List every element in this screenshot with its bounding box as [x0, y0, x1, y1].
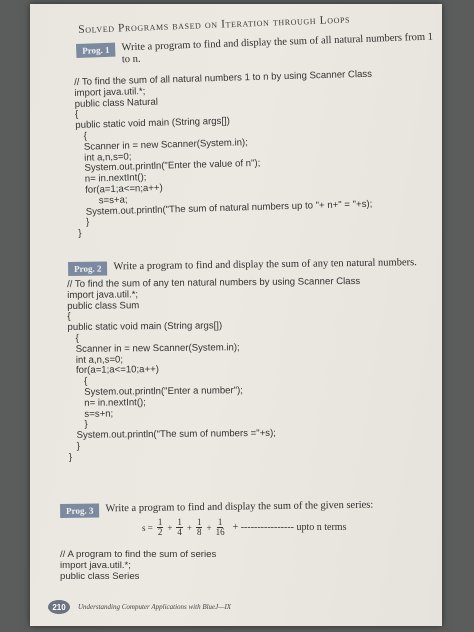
prog-1-title: Write a program to find and display the sum of all natural numbers from 1 to n.	[121, 31, 434, 66]
prog-1-code: // To find the sum of all natural numbers 1 to n by using Scanner Class import java.util.*; public class Natural { public static void main (String args[]) { Scanner in = new Scanner(System.in); int a,n,s=0; System.out.println("Enter the value of n"); n= in.nextInt(); for(a=1;a<=n;a++) s=s+a; System.out.println("The sum of natural numbers up to "+ n+" = "+s); } }	[73, 68, 373, 240]
prog-3-header	[60, 499, 435, 518]
page-number: 210	[48, 600, 70, 614]
series-lhs: s =	[142, 522, 153, 533]
series-tail: + ---------------- upto n terms	[232, 522, 347, 533]
series-fraction: $\frac{1}{4}$	[177, 517, 182, 537]
plus-sign: +	[167, 522, 173, 533]
prog-3-title: Write a program to find and display the sum of the given series:	[105, 499, 374, 515]
prog-3-code: // A program to find the sum of series import java.util.*; public class Series	[60, 549, 217, 582]
prog-1-badge: Prog. 1	[76, 43, 116, 58]
plus-sign: +	[206, 522, 212, 533]
footer-text: Understanding Computer Applications with BlueJ—IX	[78, 603, 232, 611]
series-fraction: $\frac{1}{16}$	[215, 517, 225, 537]
prog-2-header	[68, 257, 438, 276]
prog-2-badge: Prog. 2	[68, 261, 108, 276]
prog-3-badge: Prog. 3	[60, 503, 100, 518]
series-formula	[142, 518, 346, 537]
prog-2-title: Write a program to find and display the sum of any ten natural numbers.	[113, 257, 417, 273]
series-fraction: $\frac{1}{2}$	[157, 517, 163, 537]
series-fraction: $\frac{1}{8}$	[196, 517, 202, 537]
prog-2-code: // To find the sum of any ten natural numbers by using Scanner Class import java.util.*; public class Sum { public static void main (String args[]) { Scanner in = new Scanner(System.in); int a,n,s=0; for(a=1;a<=10;a++) { System.out.println("Enter a number"); n= in.nextInt(); s=s+n; } System.out.println("The sum of numbers ="+s); } }	[66, 275, 361, 463]
book-page	[30, 4, 442, 626]
page-footer	[48, 600, 231, 614]
plus-sign: +	[186, 522, 192, 533]
section-heading: Solved Programs based on Iteration through Loops	[78, 13, 351, 36]
prog-1-header	[76, 31, 437, 68]
